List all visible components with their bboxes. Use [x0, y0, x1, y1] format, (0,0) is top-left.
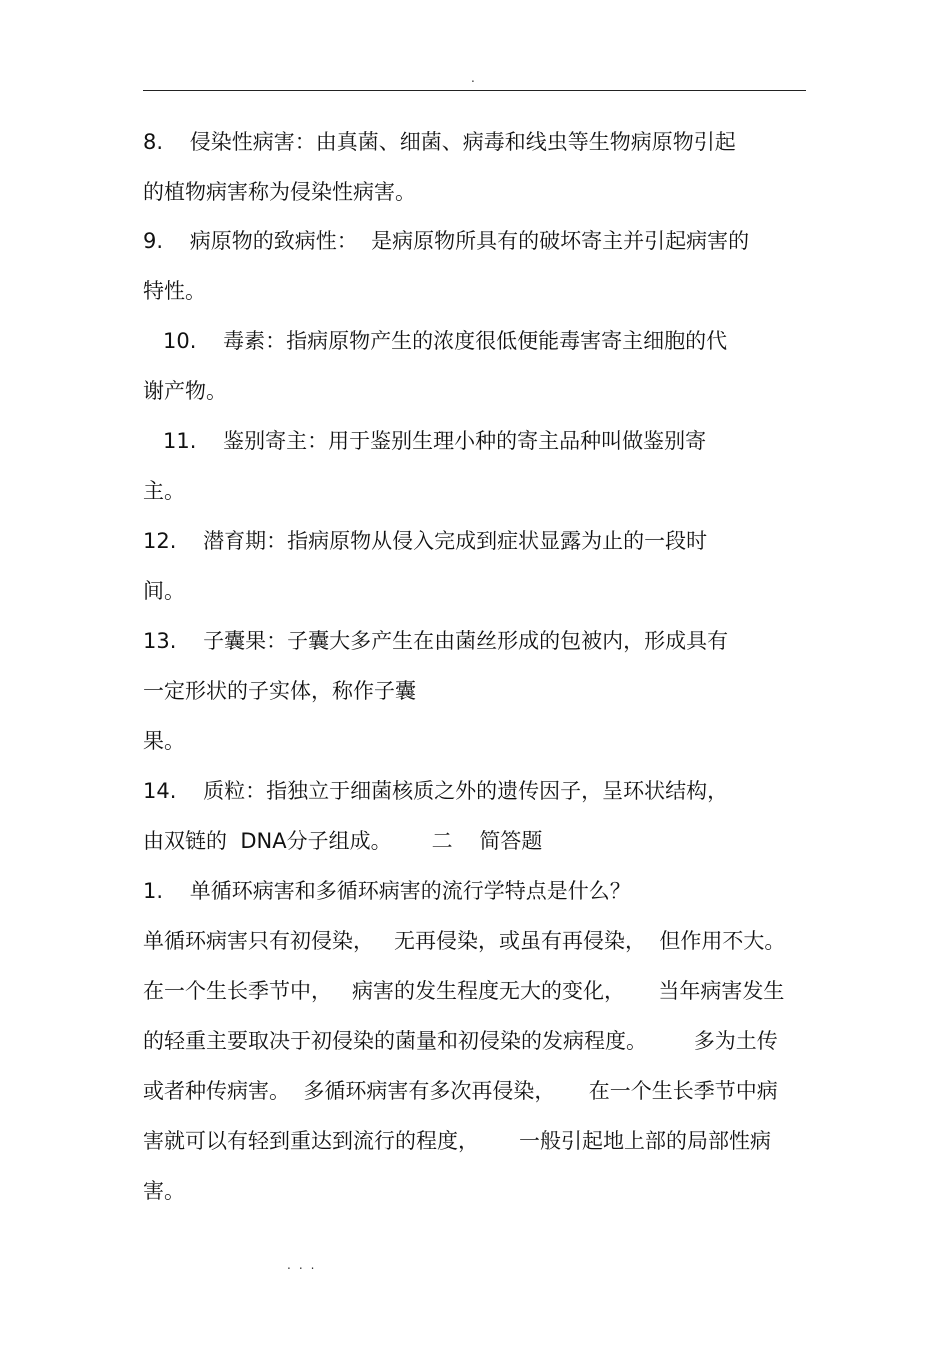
text-line: 由双链的 DNA分子组成。 二 简答题 [143, 829, 543, 853]
text-line: 特性。 [143, 279, 206, 303]
text-line: 的植物病害称为侵染性病害。 [143, 180, 416, 204]
text-line: 或者种传病害。 多循环病害有多次再侵染， 在一个生长季节中病 [143, 1079, 778, 1103]
text-line: 13. 子囊果：子囊大多产生在由菌丝形成的包被内，形成具有 [143, 629, 729, 653]
text-line: 害。 [143, 1179, 185, 1203]
text-line: 11. 鉴别寄主：用于鉴别生理小种的寄主品种叫做鉴别寄 [143, 429, 707, 453]
header-mark: . [471, 71, 475, 85]
text-line: 间。 [143, 579, 185, 603]
text-line: 谢产物。 [143, 379, 227, 403]
text-line: 14. 质粒：指独立于细菌核质之外的遗传因子，呈环状结构， [143, 779, 729, 803]
footer-mark: ... [287, 1258, 323, 1272]
text-line: 12. 潜育期：指病原物从侵入完成到症状显露为止的一段时 [143, 529, 708, 553]
text-line: 主。 [143, 479, 185, 503]
text-line: 单循环病害只有初侵染， 无再侵染，或虽有再侵染， 但作用不大。 [143, 929, 786, 953]
text-line: 的轻重主要取决于初侵染的菌量和初侵染的发病程度。 多为土传 [143, 1029, 778, 1053]
text-line: 10. 毒素：指病原物产生的浓度很低便能毒害寄主细胞的代 [143, 329, 728, 353]
text-line: 1. 单循环病害和多循环病害的流行学特点是什么？ [143, 879, 631, 903]
text-line: 9. 病原物的致病性： 是病原物所具有的破坏寄主并引起病害的 [143, 229, 750, 253]
text-line: 果。 [143, 729, 185, 753]
header-rule [143, 90, 806, 91]
text-line: 害就可以有轻到重达到流行的程度， 一般引起地上部的局部性病 [143, 1129, 772, 1153]
text-line: 在一个生长季节中， 病害的发生程度无大的变化， 当年病害发生 [143, 979, 785, 1003]
text-line: 8. 侵染性病害：由真菌、细菌、病毒和线虫等生物病原物引起 [143, 130, 736, 154]
text-line: 一定形状的子实体，称作子囊 [143, 679, 416, 703]
